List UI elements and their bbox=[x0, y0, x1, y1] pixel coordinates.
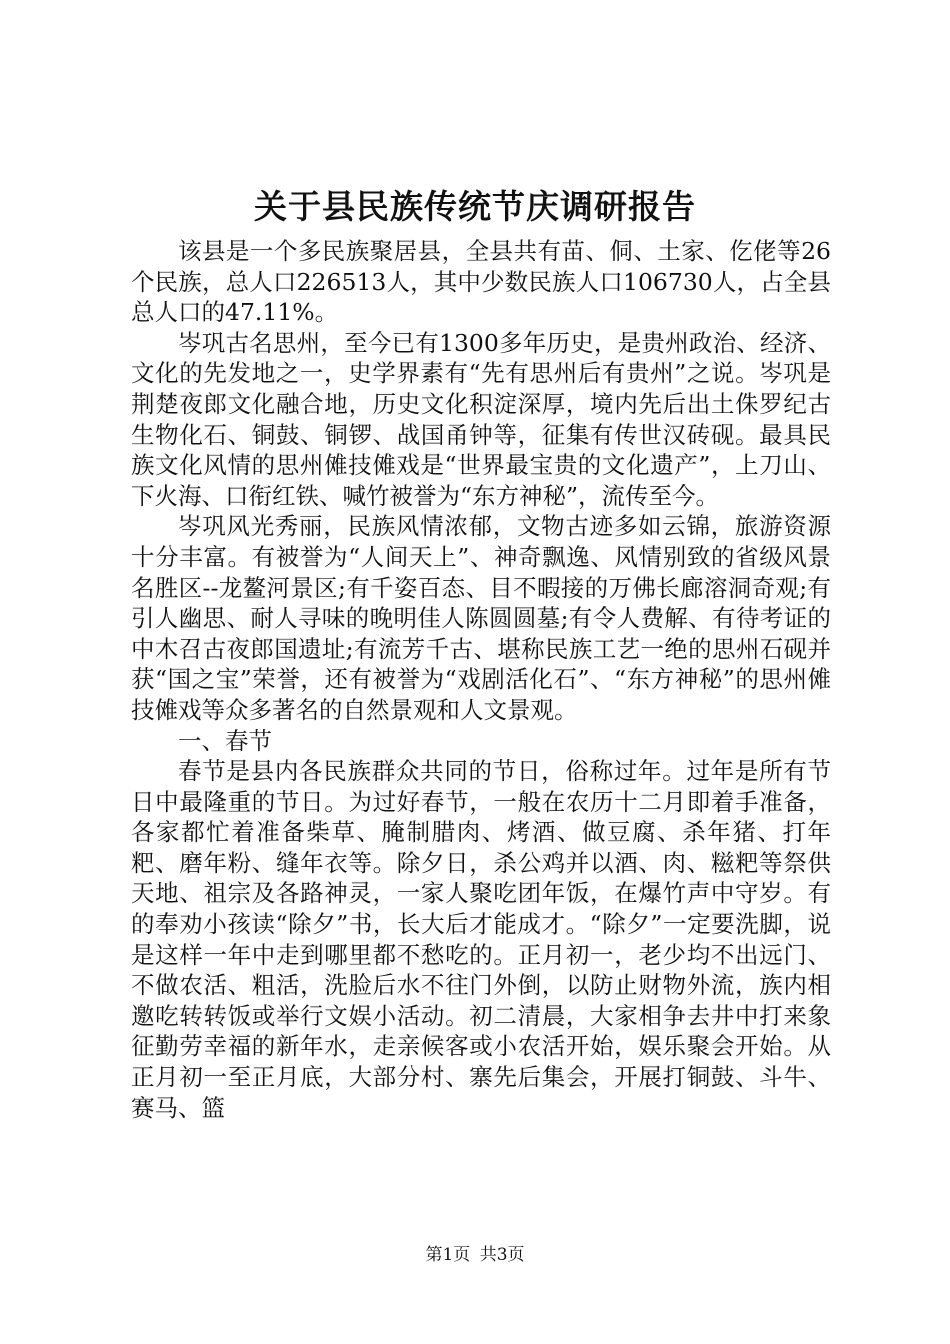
section-heading-spring-festival: 一、春节 bbox=[178, 726, 272, 755]
page-total: 共3页 bbox=[479, 1245, 525, 1265]
paragraph-intro: 该县是一个多民族聚居县，全县共有苗、侗、土家、仡佬等26个民族，总人口226513人，其中少数民族人口106730人，占全县总人口的47.11%。 bbox=[131, 237, 831, 327]
paragraph-scenery: 岑巩风光秀丽，民族风情浓郁，文物古迹多如云锦，旅游资源十分丰富。有被誉为“人间天上”、神奇飘逸、风情别致的省级风景名胜区--龙鳌河景区;有千姿百态、目不暇接的万佛长廊溶洞奇观;有引人幽思、耐人寻味的晚明佳人陈圆圆墓;有令人费解、有待考证的中木召古夜郎国遗址;有流芳千古、堪称民族工艺一绝的思州石砚并获“国之宝”荣誉，还有被誉为“戏剧活化石”、“东方神秘”的思州傩技傩戏等众多著名的自然景观和人文景观。 bbox=[131, 512, 831, 724]
page-footer bbox=[0, 1243, 950, 1267]
paragraph-spring-festival: 春节是县内各民族群众共同的节日，俗称过年。过年是所有节日中最隆重的节日。为过好春节，一般在农历十二月即着手准备，各家都忙着准备柴草、腌制腊肉、烤酒、做豆腐、杀年猪、打年粑、磨年粉、缝年衣等。除夕日，杀公鸡并以酒、肉、糍粑等祭供天地、祖宗及各路神灵，一家人聚吃团年饭，在爆竹声中守岁。有的奉劝小孩读“除夕”书，长大后才能成才。“除夕”一定要洗脚，说是这样一年中走到哪里都不愁吃的。正月初一，老少均不出远门、不做农活、粗活，洗脸后水不往门外倒，以防止财物外流，族内相邀吃转转饭或举行文娱小活动。初二清晨，大家相争去井中打来象征勤劳幸福的新年水，走亲候客或小农活开始，娱乐聚会开始。从正月初一至正月底，大部分村、寨先后集会，开展打铜鼓、斗牛、赛马、篮 bbox=[131, 757, 831, 1122]
document-title: 关于县民族传统节庆调研报告 bbox=[254, 187, 696, 226]
page-number: 第1页 bbox=[425, 1245, 471, 1265]
document-body bbox=[131, 236, 831, 1123]
paragraph-history: 岑巩古名思州，至今已有1300多年历史，是贵州政治、经济、文化的先发地之一，史学界素有“先有思州后有贵州”之说。岑巩是荆楚夜郎文化融合地，历史文化积淀深厚，境内先后出土侏罗纪古生物化石、铜鼓、铜锣、战国甬钟等，征集有传世汉砖砚。最具民族文化风情的思州傩技傩戏是“世界最宝贵的文化遗产”，上刀山、下火海、口衔红铁、喊竹被誉为“东方神秘”，流传至今。 bbox=[131, 328, 831, 510]
